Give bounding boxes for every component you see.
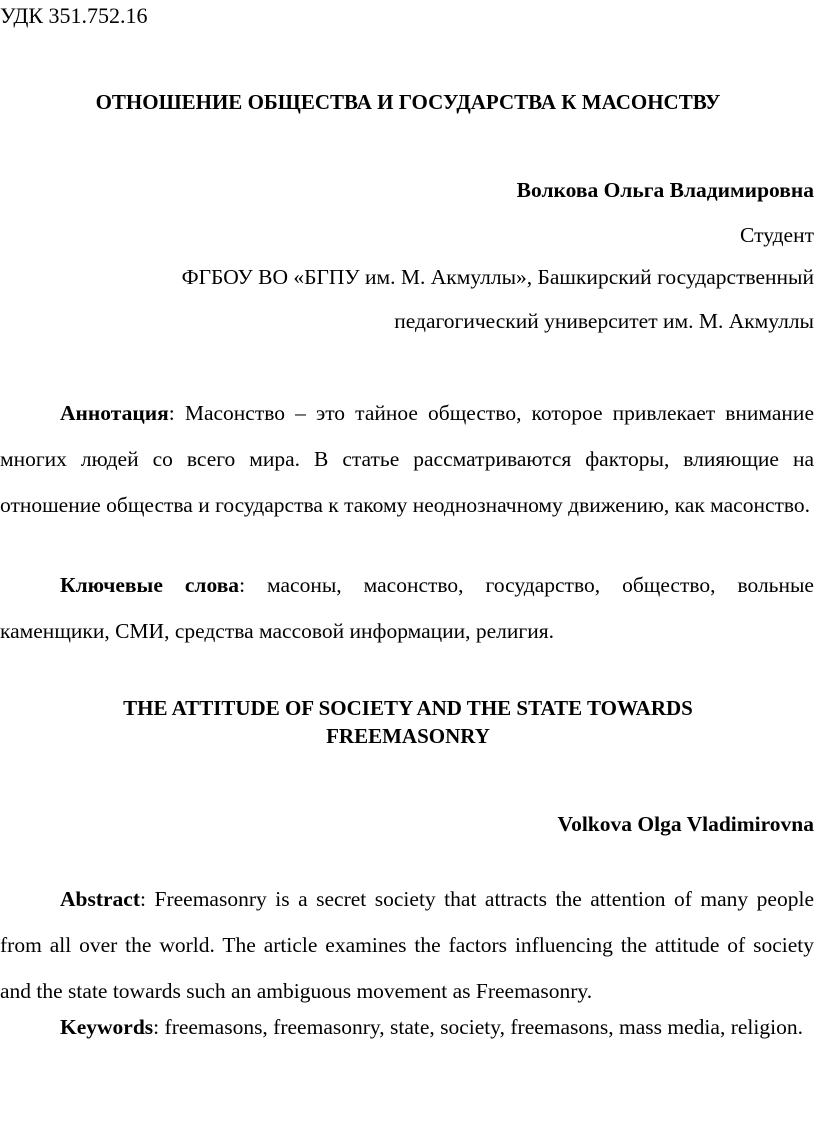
title-ru: ОТНОШЕНИЕ ОБЩЕСТВА И ГОСУДАРСТВА К МАСОНСТВУ — [95, 90, 721, 114]
keywords-ru-label: Ключевые слова — [60, 573, 240, 597]
keywords-en-label: Keywords — [60, 1015, 154, 1039]
abstract-ru-text: Масонство – это тайное общество, которое привлекает внимание многих людей со всего мира. В статье рассматриваются факторы, влияющие на отношение общества и государства к такому неоднозначному движению, как масонство. — [0, 401, 814, 517]
keywords-ru — [0, 562, 814, 654]
keywords-en-text: freemasons, freemasonry, state, society, freemasons, mass media, religion. — [164, 1015, 803, 1039]
abstract-ru — [0, 390, 814, 528]
affiliation-ru-line1: ФГБОУ ВО «БГПУ им. М. Акмуллы», Башкирский государственный — [181, 265, 814, 289]
author-ru: Волкова Ольга Владимировна — [516, 178, 814, 202]
author-en: Volkova Olga Vladimirovna — [557, 812, 814, 836]
abstract-ru-label: Аннотация — [60, 401, 169, 425]
abstract-en-text: Freemasonry is a secret society that attracts the attention of many people from all over the world. The article examines the factors influencing the attitude of society and the state towards such an ambiguous movement as Freemasonry. — [0, 887, 814, 1003]
abstract-en-sep: : — [140, 887, 155, 911]
keywords-ru-sep: : — [239, 573, 268, 597]
affiliation-ru-line2: педагогический университет им. М. Акмуллы — [394, 309, 814, 333]
title-en-line1: THE ATTITUDE OF SOCIETY AND THE STATE TOWARDS — [123, 696, 693, 720]
keywords-en — [0, 1004, 814, 1050]
keywords-en-sep: : — [153, 1015, 165, 1039]
abstract-ru-sep: : — [168, 401, 185, 425]
keywords-ru-text: масоны, масонство, государство, общество, вольные каменщики, СМИ, средства массовой информации, религия. — [0, 573, 814, 643]
abstract-en-label: Abstract — [60, 887, 141, 911]
title-en — [0, 694, 816, 750]
abstract-en — [0, 876, 814, 1014]
position-ru: Студент — [740, 223, 814, 247]
title-en-line2: FREEMASONRY — [326, 724, 490, 748]
udk-code: УДК 351.752.16 — [0, 3, 148, 28]
